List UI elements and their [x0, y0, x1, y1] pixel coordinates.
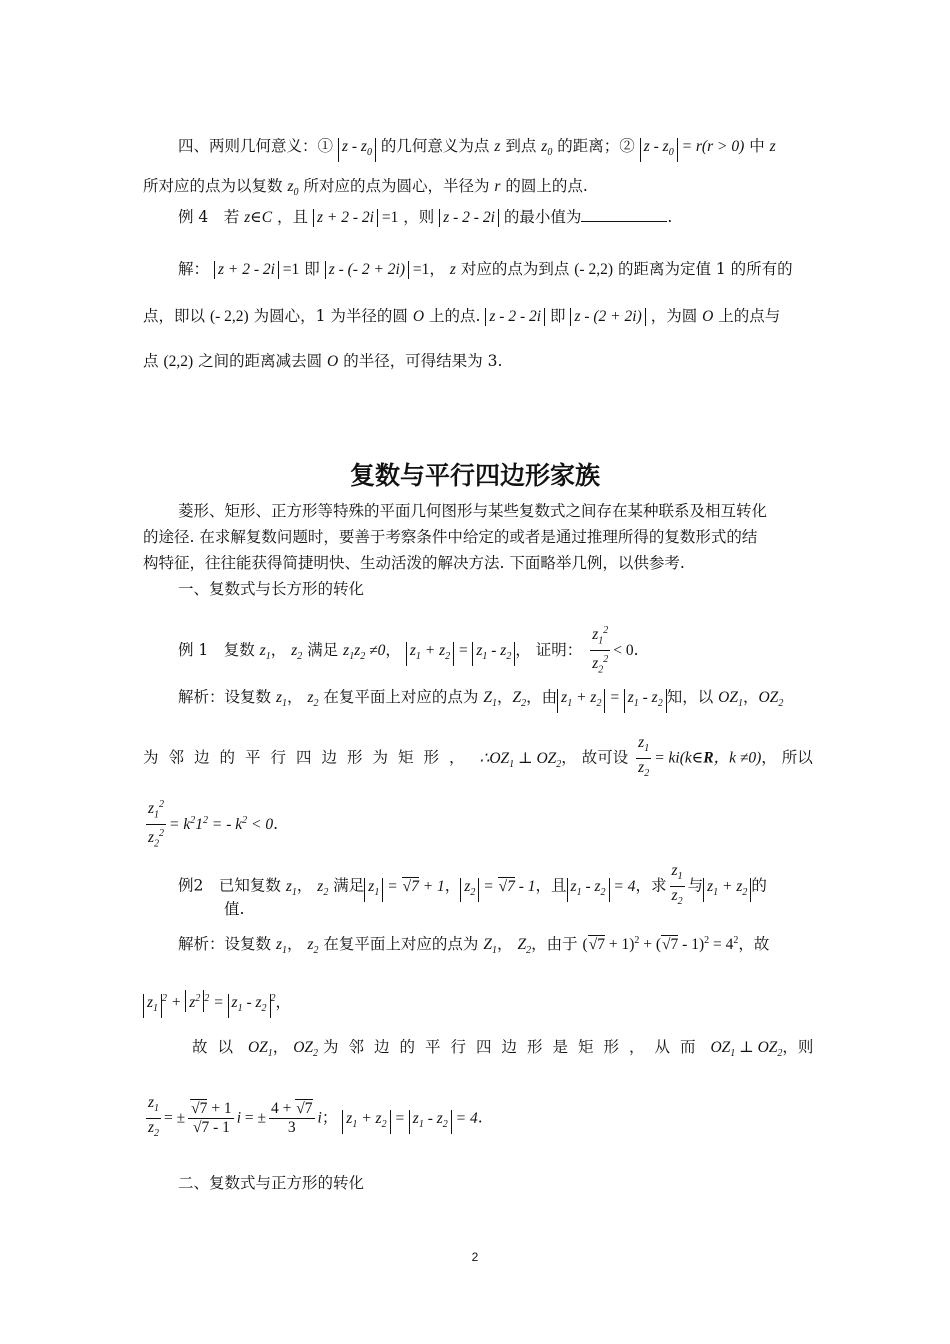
text: 故以	[192, 1038, 244, 1056]
text: 的圆上的点.	[505, 177, 588, 195]
section4-heading: 四、两则几何意义：①	[178, 137, 334, 155]
text: 即	[550, 307, 566, 325]
text: 为邻边的平行四边形是矩形，从而	[322, 1038, 706, 1056]
solution4-line2	[143, 305, 780, 328]
text: ，则	[403, 208, 435, 226]
example4-line: 例 4 若 z∈C ，且 z + 2 - 2i =1 ，则 z - 2 - 2i 的最小值为 .	[178, 208, 673, 226]
formula: $z_1 + z_2 = z_1 - z_2$	[557, 689, 667, 706]
solution2-line4: $\frac{z_1}{z_2}$ = ± $\frac{√7 + 1}{√7 - 1}$ i = ± $\frac{4 + √7}{3}$ i； $z_1 + z_2 = z_1 - z_2 = 4$.	[143, 1094, 483, 1143]
solution2-line3: 故以 $OZ_1$， $OZ_2$ 为邻边的平行四边形是矩形，从而 $OZ_1$ ⊥ $OZ_2$，则	[192, 1038, 814, 1060]
solution4-line3	[143, 350, 502, 373]
formula: $OZ_2$	[293, 1039, 319, 1060]
formula: $z_1^2 + z^2$ $^2 = z_1 - z_2^2$	[143, 994, 276, 1011]
formula: $OZ_1$	[247, 1039, 273, 1060]
formula-circle: $z - z_0 = r(r > 0)$	[640, 138, 745, 155]
text: ，求	[635, 876, 667, 895]
formula: $z_1 + z_2 = z_1 - z_2$	[406, 642, 516, 659]
solution-label: 解：	[178, 260, 210, 278]
formula: $z_2$	[291, 641, 303, 662]
text: 在复平面上对应的点为	[323, 935, 479, 954]
formula-o: O	[412, 308, 425, 325]
text: ，为圆	[650, 307, 698, 325]
formula-frac: $\frac{4 + √7}{3}$	[271, 1100, 313, 1137]
solution2-line1: 解析：设复数 $z_1$， $z_2$ 在复平面上对应的点为 $Z_1$， $Z_2$，由于 $(√7 + 1)^2 + (√7 - 1)^2 = 4^2$，故	[178, 935, 770, 957]
text: 与	[687, 876, 704, 895]
formula-z0: $z_0$	[287, 178, 299, 199]
text: 对应的点为到点	[460, 260, 570, 278]
text: 的	[751, 876, 767, 895]
formula: $z_1z_2 \ne 0$	[343, 641, 386, 662]
example2-line2: 值.	[224, 900, 245, 918]
text: 到点	[505, 137, 537, 155]
solution-label: 解析：设复数	[178, 688, 272, 706]
formula-frac: $\frac{z_1}{z_2}$	[671, 862, 683, 908]
example-label: 例 4 若	[178, 208, 240, 226]
formula: $z_2$	[307, 936, 319, 957]
text: 上的点.	[429, 307, 481, 325]
formula-o: O	[702, 308, 714, 325]
text: 为邻边的平行四边形为矩形，	[143, 748, 475, 767]
formula: $OZ_2$	[758, 689, 784, 710]
text: ，由于	[531, 935, 578, 954]
text: 知，以	[666, 688, 714, 706]
section4-line1	[178, 135, 776, 164]
formula: $Z_1$	[483, 936, 497, 957]
formula: $OZ_1$	[718, 689, 743, 710]
formula: $z_1$	[275, 689, 287, 710]
text: 的距离；②	[557, 137, 635, 155]
formula-z-in-c: z∈C	[244, 209, 273, 226]
formula-abs-z-z0: z - $z_0$	[338, 138, 376, 162]
text: .	[667, 208, 673, 226]
subheading-1: 一、复数式与长方形的转化	[178, 580, 365, 598]
example1-line: 例 1 复数 $z_1$， $z_2$ 满足 $z_1z_2 \ne 0$， $z_1 + z_2 = z_1 - z_2$ ， 证明： $\frac{z_1^2}{z_2^2}$ < 0.	[178, 622, 639, 680]
solution-label: 解析：设复数	[178, 935, 272, 954]
intro-line1: 菱形、矩形、正方形等特殊的平面几何图形与某些复数式之间存在某种联系及相互转化	[178, 502, 768, 520]
text: 所对应的点为圆心，半径为	[303, 177, 490, 195]
formula: $z_1 - z_2 = 4$	[567, 878, 636, 895]
formula-frac: $\frac{z_1}{z_2}$	[148, 1094, 160, 1140]
text: 所对应的点为以复数	[143, 177, 283, 195]
formula-z: z	[769, 138, 776, 155]
text: ，故	[738, 935, 770, 954]
text: 的距离为定值 1 的所有的	[617, 260, 793, 278]
text: 在复平面上对应的点为	[323, 688, 479, 706]
formula: $z_2$	[307, 689, 319, 710]
formula: $z_1 + z_2$	[703, 878, 751, 902]
text: 由	[541, 688, 558, 706]
formula-frac: $\frac{z_1^2}{z_2^2}$	[590, 622, 610, 680]
formula: $Z_1$	[483, 689, 497, 710]
formula: z + 2 - 2i	[214, 261, 279, 279]
text: 上的点与	[718, 307, 781, 325]
text: 中	[749, 137, 765, 155]
text: ，则	[782, 1038, 814, 1056]
text: 故可设	[581, 748, 629, 767]
formula-frac: $\frac{z_1}{z_2}$	[638, 734, 650, 780]
formula-z: z	[494, 138, 501, 155]
example-label: 例 1 复数	[178, 640, 255, 659]
formula-condition: z + 2 - 2i	[313, 209, 378, 227]
solution4-line1: 解： z + 2 - 2i =1 即 z - (- 2 + 2i) =1， z 对应的点为到点 (- 2,2) 的距离为定值 1 的所有的	[178, 260, 793, 278]
formula-frac: $\frac{√7 + 1}{√7 - 1}$	[188, 1100, 234, 1137]
text: 即	[304, 260, 320, 278]
example2-line1: 例2 已知复数 $z_1$， $z_2$ 满足 $z_1 = √7 + 1$， $z_2 = √7 - 1$，且 $z_1 - z_2 = 4$，求 $\frac{z_1}{z_2}$ 与 $z_1 + z_2$ 的	[178, 862, 767, 911]
text: 证明：	[535, 640, 583, 659]
formula: $z_1 + z_2 = z_1 - z_2 = 4$	[342, 1110, 477, 1127]
intro-line3: 构特征，往往能获得简捷明快、生动活泼的解决方法. 下面略举几例，以供参考.	[143, 554, 685, 572]
subheading-2: 二、复数式与正方形的转化	[178, 1174, 365, 1192]
formula: $z_1$	[259, 641, 271, 662]
formula: $z_2$	[317, 877, 329, 898]
page-number: 2	[471, 1250, 479, 1264]
formula: $\therefore OZ_1$ ⊥ $OZ_2$	[479, 749, 562, 770]
formula-r: r	[494, 178, 501, 195]
text: ，且	[535, 876, 567, 895]
formula-z: z	[449, 261, 456, 278]
formula: $(√7 + 1)^2 + (√7 - 1)^2 = 4^2$	[582, 935, 739, 954]
text: 的半径，可得结果为 3.	[343, 352, 503, 370]
text: 的最小值为	[503, 208, 582, 226]
formula: $Z_2$	[517, 936, 532, 957]
text: 点，即以	[143, 307, 206, 325]
text: 满足	[333, 876, 365, 895]
article-title: 复数与平行四边形家族	[349, 461, 600, 490]
text: 所以	[781, 748, 813, 767]
formula: $z_1 = √7 + 1$	[364, 878, 445, 895]
section4-line2	[143, 175, 588, 204]
formula: $z_1$	[275, 936, 287, 957]
formula-point: (- 2,2)	[574, 261, 614, 278]
formula: $z_2 = √7 - 1$	[460, 878, 535, 895]
formula: z - 2 - 2i	[485, 308, 545, 326]
solution1-line1: 解析：设复数 $z_1$， $z_2$ 在复平面上对应的点为 $Z_1$，$Z_2$，由 $z_1 + z_2 = z_1 - z_2$ 知，以 $OZ_1$，$OZ_2$	[178, 686, 783, 715]
answer-blank	[581, 207, 667, 222]
solution1-line3: $\frac{z_1^2}{z_2^2}$ = $k^21^2$ = - $k^2 < 0$.	[143, 796, 278, 854]
formula: $Z_2$	[512, 689, 527, 710]
example-label: 例2 已知复数	[178, 876, 281, 895]
formula-frac: $\frac{z_1^2}{z_2^2}$	[146, 796, 166, 854]
formula-z0: $z_0$	[541, 138, 553, 159]
text: ，且	[277, 208, 309, 226]
formula-point: (- 2,2)	[209, 308, 249, 325]
formula: z - (2 + 2i)	[570, 308, 645, 326]
solution1-line2: 为邻边的平行四边形为矩形， $\therefore OZ_1$ ⊥ $OZ_2$， 故可设 $\frac{z_1}{z_2}$ = ki(k∈R，k ≠0)， 所以	[143, 734, 813, 783]
text: 满足	[307, 640, 339, 659]
formula-o: O	[327, 353, 339, 370]
solution2-line2: $z_1^2 + z^2$ $^2 = z_1 - z_2^2$，	[143, 988, 291, 1018]
formula-point: (2,2)	[163, 353, 194, 370]
text: 点	[143, 352, 159, 370]
intro-line2: 的途径. 在求解复数问题时，要善于考察条件中给定的或者是通过推理所得的复数形式的结	[143, 528, 758, 546]
text: 的几何意义为点	[380, 137, 490, 155]
formula-target: z - 2 - 2i	[439, 209, 499, 227]
formula: $OZ_1$ ⊥ $OZ_2$	[710, 1039, 783, 1060]
text: 之间的距离减去圆	[198, 352, 323, 370]
formula: z - (- 2 + 2i)	[325, 261, 409, 279]
text: 为圆心，1 为半径的圆	[253, 307, 408, 325]
formula: $z_1$	[285, 877, 297, 898]
